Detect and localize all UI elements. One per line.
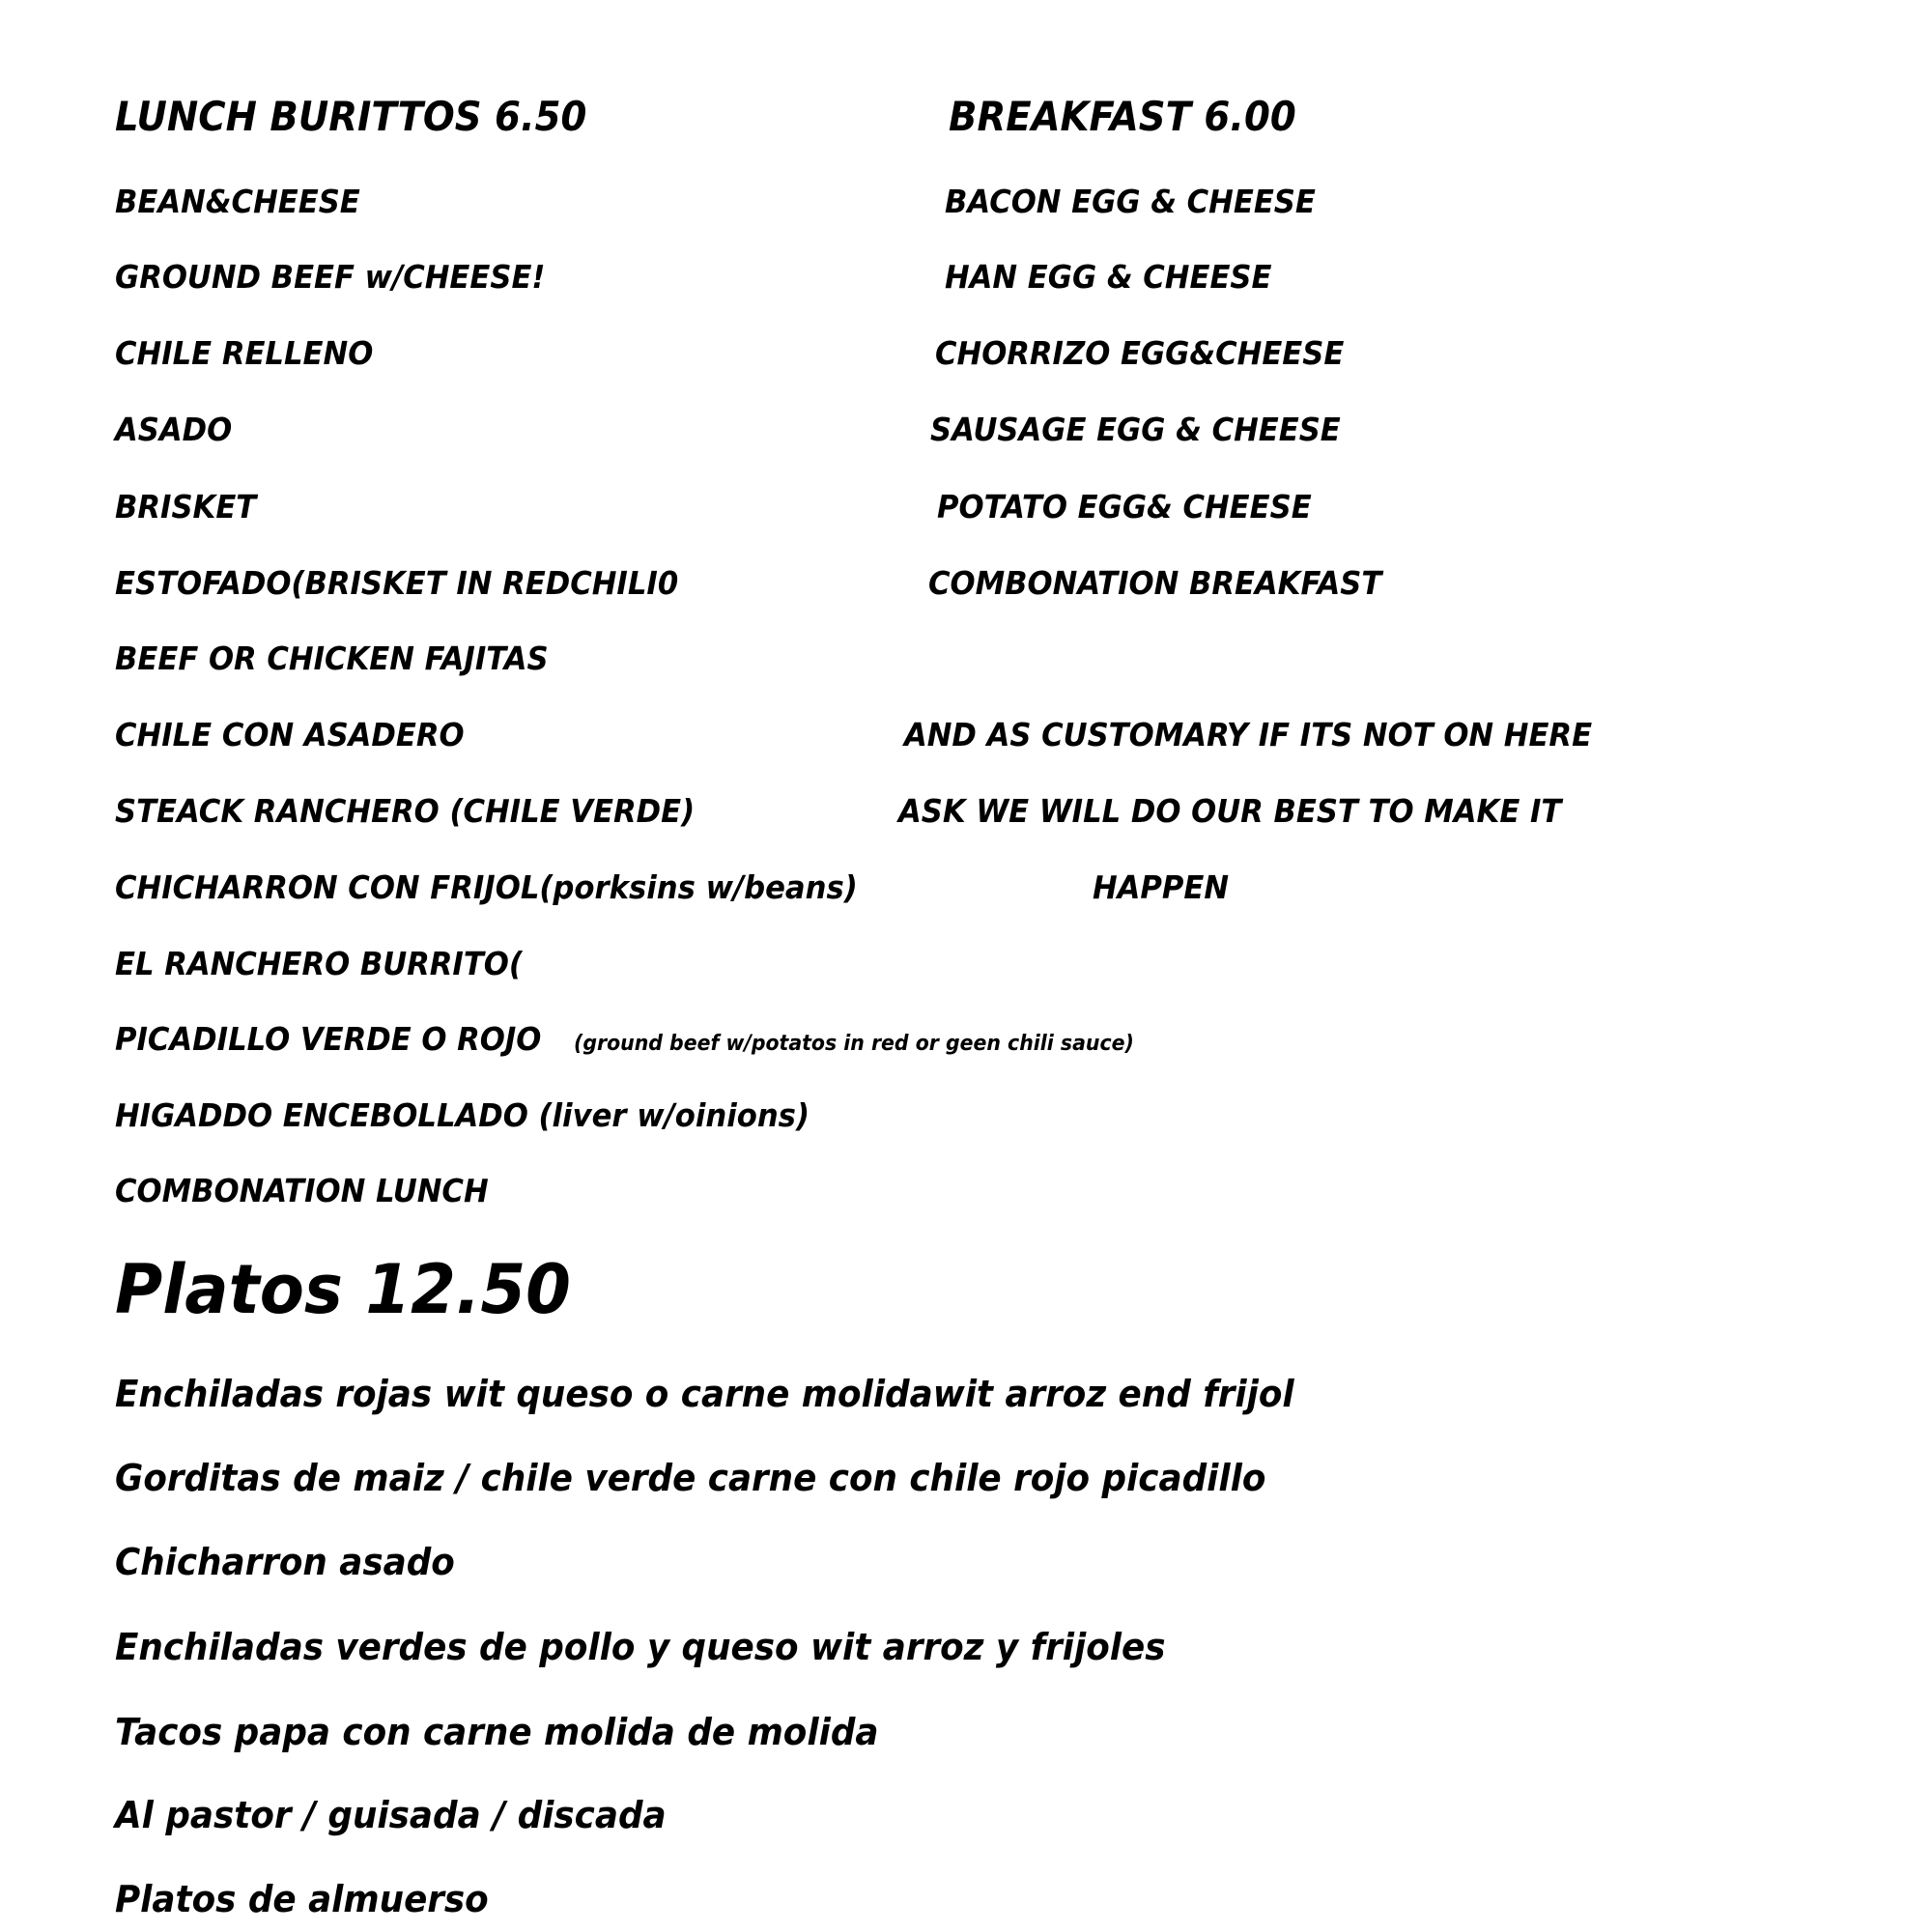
platos-item-enchiladas-rojas: Enchiladas rojas wit queso o carne molidawit arroz end frijol — [115, 1373, 1294, 1415]
platos-heading: Platos 12.50 — [115, 1250, 571, 1329]
breakfast-item-han: HAN EGG & CHEESE — [945, 258, 1272, 296]
lunch-item-picadillo-row — [115, 1020, 1176, 1058]
platos-item-chicharron-asado: Chicharron asado — [115, 1541, 455, 1583]
breakfast-item-sausage: SAUSAGE EGG & CHEESE — [930, 411, 1341, 448]
platos-item-enchiladas-verdes: Enchiladas verdes de pollo y queso wit arroz y frijoles — [115, 1626, 1166, 1668]
breakfast-item-combonation: COMBONATION BREAKFAST — [928, 564, 1382, 602]
lunch-heading: LUNCH BURITTOS 6.50 — [115, 93, 587, 140]
platos-item-al-pastor: Al pastor / guisada / discada — [115, 1794, 667, 1836]
breakfast-item-potato: POTATO EGG& CHEESE — [937, 488, 1312, 526]
lunch-item-chile-relleno: CHILE RELLENO — [115, 334, 374, 372]
lunch-item-chicharron: CHICHARRON CON FRIJOL(porksins w/beans) — [115, 868, 858, 906]
breakfast-item-bacon: BACON EGG & CHEESE — [945, 183, 1316, 220]
lunch-item-steack-ranchero: STEACK RANCHERO (CHILE VERDE) — [115, 792, 696, 830]
notice-line-2: ASK WE WILL DO OUR BEST TO MAKE IT — [898, 792, 1562, 830]
breakfast-item-chorrizo: CHORRIZO EGG&CHEESE — [935, 334, 1345, 372]
platos-item-almuerso: Platos de almuerso — [115, 1878, 489, 1920]
lunch-item-picadillo-note: (ground beef w/potatos in red or geen chili sauce) — [573, 1032, 1134, 1056]
breakfast-heading: BREAKFAST 6.00 — [949, 93, 1296, 140]
lunch-item-bean-cheese: BEAN&CHEESE — [115, 183, 360, 220]
lunch-item-chile-asadero: CHILE CON ASADERO — [115, 716, 465, 753]
lunch-item-picadillo: PICADILLO VERDE O ROJO — [115, 1020, 542, 1058]
lunch-item-fajitas: BEEF OR CHICKEN FAJITAS — [115, 639, 549, 677]
platos-item-tacos-papa: Tacos papa con carne molida de molida — [115, 1711, 879, 1753]
lunch-item-combonation: COMBONATION LUNCH — [115, 1172, 489, 1209]
lunch-item-asado: ASADO — [115, 411, 233, 448]
platos-item-gorditas: Gorditas de maiz / chile verde carne con chile rojo picadillo — [115, 1457, 1266, 1499]
lunch-item-brisket: BRISKET — [115, 488, 257, 526]
lunch-item-estofado: ESTOFADO(BRISKET IN REDCHILI0 — [115, 564, 679, 602]
lunch-item-ground-beef: GROUND BEEF w/CHEESE! — [115, 258, 546, 296]
notice-line-3: HAPPEN — [1093, 868, 1230, 906]
lunch-item-el-ranchero: EL RANCHERO BURRITO( — [115, 945, 523, 982]
lunch-item-higaddo: HIGADDO ENCEBOLLADO (liver w/oinions) — [115, 1096, 810, 1134]
notice-line-1: AND AS CUSTOMARY IF ITS NOT ON HERE — [904, 716, 1593, 753]
